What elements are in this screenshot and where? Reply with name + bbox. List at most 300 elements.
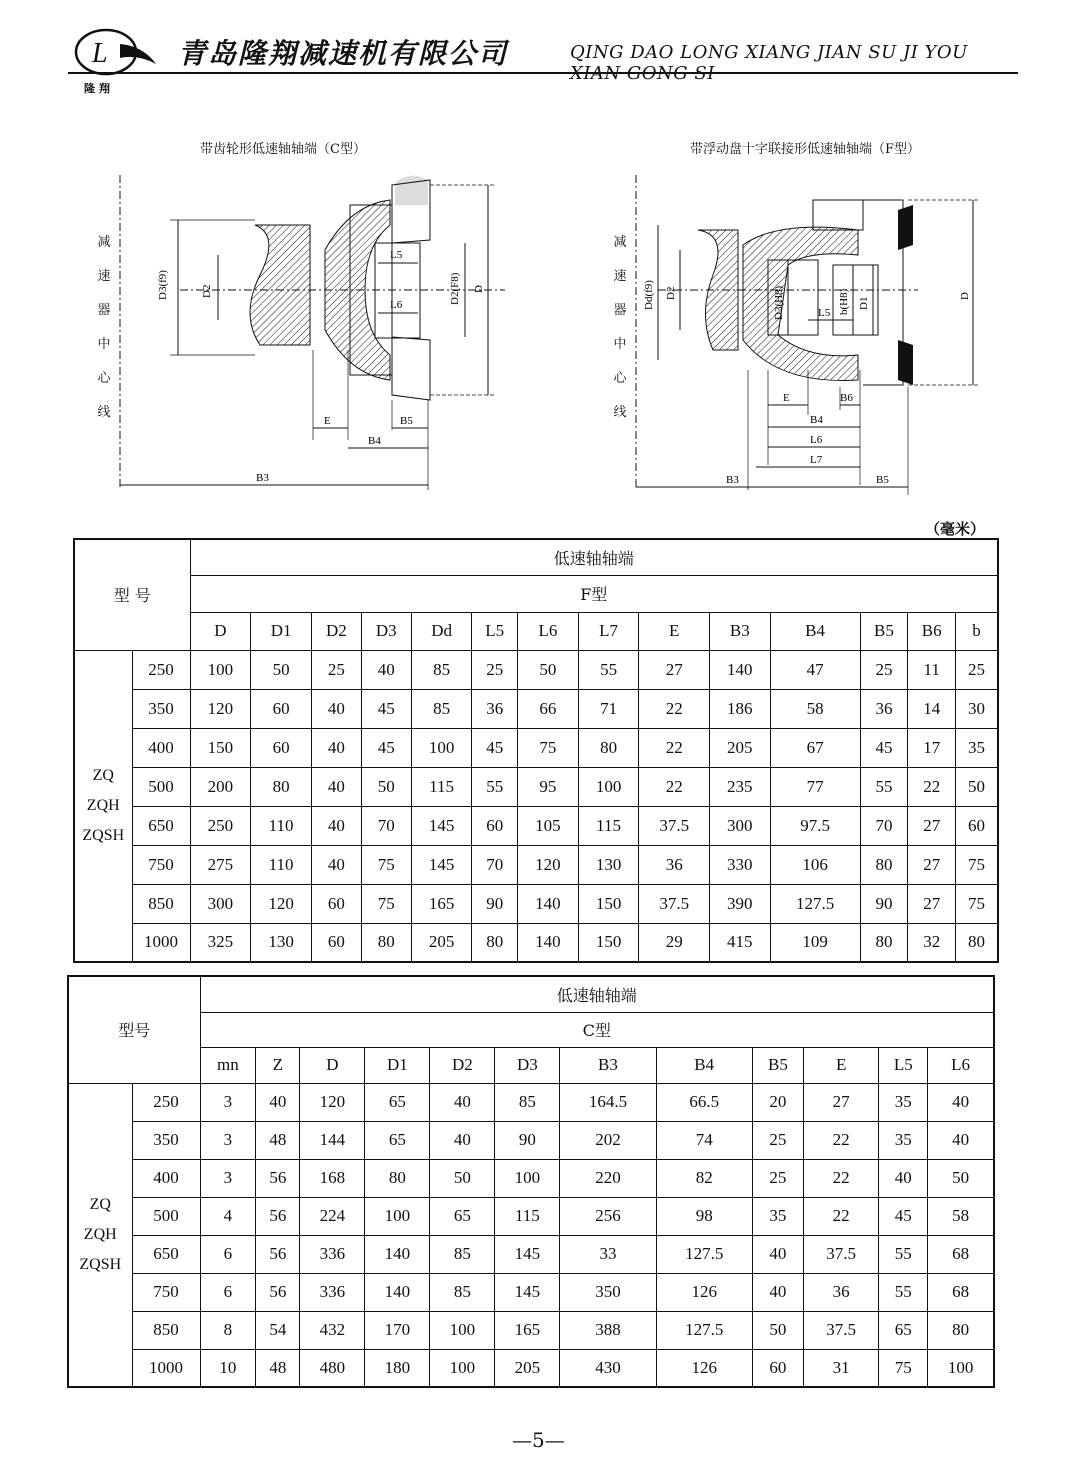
value-cell: 22 [639, 767, 709, 806]
value-cell: 50 [251, 650, 312, 689]
label-f-e: E [783, 392, 790, 404]
value-cell: 40 [752, 1235, 803, 1273]
value-cell: 6 [200, 1235, 256, 1273]
value-cell: 65 [365, 1121, 430, 1159]
value-cell: 75 [361, 845, 411, 884]
value-cell: 37.5 [803, 1235, 878, 1273]
company-name-cn: 青岛隆翔减速机有限公司 [178, 37, 509, 70]
size-cell: 650 [132, 1235, 200, 1273]
group-header: 低速轴轴端 [200, 976, 994, 1012]
column-header: D1 [251, 612, 312, 650]
value-cell: 65 [879, 1311, 928, 1349]
value-cell: 48 [256, 1121, 300, 1159]
value-cell: 45 [361, 728, 411, 767]
value-cell: 20 [752, 1083, 803, 1121]
value-cell: 127.5 [656, 1311, 752, 1349]
value-cell: 126 [656, 1273, 752, 1311]
value-cell: 40 [752, 1273, 803, 1311]
value-cell: 66.5 [656, 1083, 752, 1121]
value-cell: 180 [365, 1349, 430, 1387]
value-cell: 205 [495, 1349, 560, 1387]
value-cell: 58 [770, 689, 860, 728]
page-number: —5— [512, 1428, 565, 1452]
value-cell: 300 [709, 806, 770, 845]
size-cell: 1000 [132, 923, 190, 962]
diagram-f-title: 带浮动盘十字联接形低速轴轴端（F型） [690, 142, 921, 157]
value-cell: 85 [430, 1235, 495, 1273]
value-cell: 120 [190, 689, 251, 728]
value-cell: 22 [803, 1159, 878, 1197]
size-cell: 1000 [132, 1349, 200, 1387]
column-header: b [956, 612, 998, 650]
value-cell: 35 [879, 1121, 928, 1159]
value-cell: 80 [956, 923, 998, 962]
value-cell: 100 [411, 728, 472, 767]
size-cell: 350 [132, 1121, 200, 1159]
series-cell: ZQ ZQH ZQSH [74, 650, 132, 962]
value-cell: 75 [518, 728, 579, 767]
value-cell: 77 [770, 767, 860, 806]
table-row [74, 806, 998, 845]
size-cell: 400 [132, 728, 190, 767]
value-cell: 85 [411, 689, 472, 728]
size-cell: 350 [132, 689, 190, 728]
value-cell: 164.5 [560, 1083, 656, 1121]
value-cell: 35 [956, 728, 998, 767]
value-cell: 150 [578, 923, 639, 962]
label-l6: L6 [390, 299, 403, 311]
diagram-c-title: 带齿轮形低速轴轴端（C型） [200, 142, 366, 157]
size-cell: 650 [132, 806, 190, 845]
value-cell: 100 [190, 650, 251, 689]
value-cell: 3 [200, 1083, 256, 1121]
value-cell: 6 [200, 1273, 256, 1311]
value-cell: 4 [200, 1197, 256, 1235]
value-cell: 115 [495, 1197, 560, 1235]
value-cell: 56 [256, 1273, 300, 1311]
label-bh8: b(H8) [838, 288, 850, 315]
value-cell: 415 [709, 923, 770, 962]
value-cell: 47 [770, 650, 860, 689]
value-cell: 40 [430, 1083, 495, 1121]
value-cell: 120 [251, 884, 312, 923]
value-cell: 22 [803, 1197, 878, 1235]
value-cell: 80 [251, 767, 312, 806]
label-f-l5: L5 [818, 307, 831, 319]
value-cell: 130 [251, 923, 312, 962]
value-cell: 27 [908, 845, 956, 884]
value-cell: 70 [472, 845, 518, 884]
table-row [68, 1349, 994, 1387]
value-cell: 109 [770, 923, 860, 962]
value-cell: 80 [361, 923, 411, 962]
value-cell: 36 [472, 689, 518, 728]
value-cell: 27 [639, 650, 709, 689]
value-cell: 45 [879, 1197, 928, 1235]
value-cell: 40 [311, 728, 361, 767]
value-cell: 170 [365, 1311, 430, 1349]
column-header: B3 [560, 1047, 656, 1083]
table-row [68, 1121, 994, 1159]
value-cell: 100 [430, 1311, 495, 1349]
value-cell: 36 [860, 689, 908, 728]
value-cell: 220 [560, 1159, 656, 1197]
size-cell: 250 [132, 650, 190, 689]
label-d1: D1 [858, 296, 870, 310]
value-cell: 56 [256, 1159, 300, 1197]
value-cell: 36 [803, 1273, 878, 1311]
value-cell: 95 [518, 767, 579, 806]
value-cell: 100 [430, 1349, 495, 1387]
value-cell: 202 [560, 1121, 656, 1159]
value-cell: 144 [300, 1121, 365, 1159]
logo-letter: L [92, 38, 108, 69]
type-header: C型 [200, 1012, 994, 1047]
value-cell: 85 [430, 1273, 495, 1311]
value-cell: 55 [472, 767, 518, 806]
value-cell: 65 [430, 1197, 495, 1235]
label-l7: L7 [810, 454, 823, 466]
value-cell: 186 [709, 689, 770, 728]
value-cell: 27 [908, 806, 956, 845]
value-cell: 30 [956, 689, 998, 728]
value-cell: 70 [860, 806, 908, 845]
label-f-d2: D2 [665, 286, 677, 300]
page-header [68, 20, 1018, 100]
column-header: D1 [365, 1047, 430, 1083]
size-cell: 250 [132, 1083, 200, 1121]
value-cell: 145 [495, 1273, 560, 1311]
value-cell: 110 [251, 845, 312, 884]
series-cell: ZQ ZQH ZQSH [68, 1083, 132, 1387]
value-cell: 140 [709, 650, 770, 689]
value-cell: 60 [956, 806, 998, 845]
value-cell: 37.5 [639, 806, 709, 845]
value-cell: 256 [560, 1197, 656, 1235]
column-header: D3 [361, 612, 411, 650]
value-cell: 80 [365, 1159, 430, 1197]
value-cell: 22 [639, 689, 709, 728]
value-cell: 25 [311, 650, 361, 689]
value-cell: 70 [361, 806, 411, 845]
value-cell: 145 [411, 806, 472, 845]
value-cell: 145 [411, 845, 472, 884]
value-cell: 60 [311, 884, 361, 923]
value-cell: 40 [311, 806, 361, 845]
value-cell: 120 [518, 845, 579, 884]
value-cell: 29 [639, 923, 709, 962]
value-cell: 37.5 [639, 884, 709, 923]
value-cell: 40 [311, 689, 361, 728]
value-cell: 50 [518, 650, 579, 689]
header-rule [68, 72, 1018, 74]
table-row [74, 884, 998, 923]
label-dd: Dd(f9) [643, 280, 655, 310]
value-cell: 8 [200, 1311, 256, 1349]
label-f-b3: B3 [726, 474, 739, 486]
value-cell: 80 [928, 1311, 994, 1349]
label-f-l6: L6 [810, 434, 823, 446]
value-cell: 140 [518, 884, 579, 923]
value-cell: 140 [365, 1273, 430, 1311]
value-cell: 90 [495, 1121, 560, 1159]
value-cell: 40 [311, 767, 361, 806]
value-cell: 115 [411, 767, 472, 806]
value-cell: 37.5 [803, 1311, 878, 1349]
column-header: D [300, 1047, 365, 1083]
value-cell: 80 [860, 845, 908, 884]
value-cell: 388 [560, 1311, 656, 1349]
value-cell: 60 [752, 1349, 803, 1387]
value-cell: 275 [190, 845, 251, 884]
value-cell: 150 [578, 884, 639, 923]
value-cell: 50 [956, 767, 998, 806]
value-cell: 60 [311, 923, 361, 962]
table-row [68, 1083, 994, 1121]
value-cell: 45 [860, 728, 908, 767]
label-d2: D2 [201, 284, 213, 298]
value-cell: 140 [518, 923, 579, 962]
value-cell: 430 [560, 1349, 656, 1387]
value-cell: 36 [639, 845, 709, 884]
value-cell: 45 [472, 728, 518, 767]
column-header: B4 [656, 1047, 752, 1083]
table-row [68, 1159, 994, 1197]
company-name-en: QING DAO LONG XIANG JIAN SU JI YOU XIAN GONG SI [570, 42, 968, 84]
value-cell: 25 [956, 650, 998, 689]
value-cell: 50 [752, 1311, 803, 1349]
column-header: E [803, 1047, 878, 1083]
label-f-b4: B4 [810, 414, 823, 426]
value-cell: 110 [251, 806, 312, 845]
size-cell: 400 [132, 1159, 200, 1197]
value-cell: 336 [300, 1235, 365, 1273]
label-b3: B3 [256, 472, 269, 484]
size-cell: 850 [132, 1311, 200, 1349]
column-header: L6 [518, 612, 579, 650]
value-cell: 68 [928, 1273, 994, 1311]
value-cell: 67 [770, 728, 860, 767]
size-cell: 500 [132, 767, 190, 806]
value-cell: 27 [803, 1083, 878, 1121]
value-cell: 60 [251, 689, 312, 728]
value-cell: 58 [928, 1197, 994, 1235]
value-cell: 140 [365, 1235, 430, 1273]
value-cell: 45 [361, 689, 411, 728]
value-cell: 100 [578, 767, 639, 806]
value-cell: 165 [495, 1311, 560, 1349]
value-cell: 40 [928, 1121, 994, 1159]
diagram-c [110, 165, 530, 500]
value-cell: 11 [908, 650, 956, 689]
column-header: B5 [860, 612, 908, 650]
column-header: D2 [430, 1047, 495, 1083]
value-cell: 250 [190, 806, 251, 845]
value-cell: 55 [879, 1273, 928, 1311]
column-header: E [639, 612, 709, 650]
label-b6: B6 [840, 392, 853, 404]
label-f-d: D [959, 292, 971, 300]
value-cell: 130 [578, 845, 639, 884]
value-cell: 31 [803, 1349, 878, 1387]
value-cell: 33 [560, 1235, 656, 1273]
model-header: 型号 [68, 976, 200, 1083]
label-b4: B4 [368, 435, 381, 447]
value-cell: 330 [709, 845, 770, 884]
value-cell: 48 [256, 1349, 300, 1387]
value-cell: 40 [311, 845, 361, 884]
size-cell: 750 [132, 1273, 200, 1311]
table-row [68, 1197, 994, 1235]
value-cell: 60 [472, 806, 518, 845]
value-cell: 50 [928, 1159, 994, 1197]
value-cell: 55 [578, 650, 639, 689]
value-cell: 480 [300, 1349, 365, 1387]
value-cell: 25 [860, 650, 908, 689]
diagram-c-side-label: 减 速 器 中 心 线 [97, 235, 111, 420]
value-cell: 60 [251, 728, 312, 767]
value-cell: 85 [495, 1083, 560, 1121]
value-cell: 120 [300, 1083, 365, 1121]
label-l5: L5 [390, 249, 403, 261]
column-header: D [190, 612, 251, 650]
value-cell: 25 [752, 1121, 803, 1159]
value-cell: 40 [928, 1083, 994, 1121]
value-cell: 80 [472, 923, 518, 962]
logo-subtitle: 隆翔 [84, 82, 114, 95]
value-cell: 100 [928, 1349, 994, 1387]
column-header: mn [200, 1047, 256, 1083]
column-header: D2 [311, 612, 361, 650]
value-cell: 165 [411, 884, 472, 923]
column-header: Dd [411, 612, 472, 650]
value-cell: 85 [411, 650, 472, 689]
value-cell: 336 [300, 1273, 365, 1311]
value-cell: 205 [411, 923, 472, 962]
label-b5: B5 [400, 415, 413, 427]
value-cell: 205 [709, 728, 770, 767]
table-c-type [67, 975, 995, 1388]
value-cell: 105 [518, 806, 579, 845]
value-cell: 390 [709, 884, 770, 923]
table-row [74, 728, 998, 767]
label-d: D [473, 285, 485, 293]
value-cell: 90 [860, 884, 908, 923]
value-cell: 300 [190, 884, 251, 923]
value-cell: 40 [430, 1121, 495, 1159]
value-cell: 145 [495, 1235, 560, 1273]
column-header: B6 [908, 612, 956, 650]
value-cell: 3 [200, 1159, 256, 1197]
value-cell: 22 [639, 728, 709, 767]
value-cell: 32 [908, 923, 956, 962]
value-cell: 55 [860, 767, 908, 806]
table-row [68, 1311, 994, 1349]
label-d3f9: D3(f9) [157, 270, 169, 300]
value-cell: 25 [472, 650, 518, 689]
value-cell: 100 [365, 1197, 430, 1235]
label-d3h8: D3(H8) [773, 285, 785, 320]
value-cell: 10 [200, 1349, 256, 1387]
table-row [74, 767, 998, 806]
value-cell: 14 [908, 689, 956, 728]
value-cell: 35 [752, 1197, 803, 1235]
value-cell: 22 [908, 767, 956, 806]
value-cell: 75 [956, 884, 998, 923]
value-cell: 68 [928, 1235, 994, 1273]
value-cell: 35 [879, 1083, 928, 1121]
table-f-type [73, 538, 999, 963]
value-cell: 71 [578, 689, 639, 728]
value-cell: 75 [361, 884, 411, 923]
value-cell: 224 [300, 1197, 365, 1235]
value-cell: 3 [200, 1121, 256, 1159]
value-cell: 65 [365, 1083, 430, 1121]
table-row [68, 1235, 994, 1273]
value-cell: 40 [879, 1159, 928, 1197]
table-row [74, 923, 998, 962]
value-cell: 56 [256, 1235, 300, 1273]
label-f-b5: B5 [876, 474, 889, 486]
value-cell: 325 [190, 923, 251, 962]
value-cell: 150 [190, 728, 251, 767]
value-cell: 17 [908, 728, 956, 767]
value-cell: 27 [908, 884, 956, 923]
table-row [68, 1273, 994, 1311]
table-row [74, 689, 998, 728]
value-cell: 75 [956, 845, 998, 884]
column-header: L6 [928, 1047, 994, 1083]
value-cell: 82 [656, 1159, 752, 1197]
value-cell: 54 [256, 1311, 300, 1349]
unit-label: （毫米） [925, 520, 986, 538]
value-cell: 55 [879, 1235, 928, 1273]
value-cell: 235 [709, 767, 770, 806]
label-e: E [324, 415, 331, 427]
value-cell: 432 [300, 1311, 365, 1349]
value-cell: 98 [656, 1197, 752, 1235]
group-header: 低速轴轴端 [190, 539, 998, 575]
size-cell: 500 [132, 1197, 200, 1235]
value-cell: 200 [190, 767, 251, 806]
table-row [74, 650, 998, 689]
model-header: 型 号 [74, 539, 190, 650]
diagram-f-side-label: 减 速 器 中 心 线 [613, 235, 627, 420]
column-header: L5 [879, 1047, 928, 1083]
value-cell: 22 [803, 1121, 878, 1159]
column-header: B3 [709, 612, 770, 650]
value-cell: 115 [578, 806, 639, 845]
label-d2f8: D2(F8) [449, 272, 461, 305]
value-cell: 106 [770, 845, 860, 884]
value-cell: 100 [495, 1159, 560, 1197]
value-cell: 50 [430, 1159, 495, 1197]
value-cell: 350 [560, 1273, 656, 1311]
value-cell: 56 [256, 1197, 300, 1235]
value-cell: 74 [656, 1121, 752, 1159]
value-cell: 75 [879, 1349, 928, 1387]
value-cell: 127.5 [770, 884, 860, 923]
value-cell: 25 [752, 1159, 803, 1197]
value-cell: 40 [256, 1083, 300, 1121]
column-header: D3 [495, 1047, 560, 1083]
value-cell: 127.5 [656, 1235, 752, 1273]
diagram-f [628, 165, 1008, 500]
size-cell: 850 [132, 884, 190, 923]
table-row [74, 845, 998, 884]
type-header: F型 [190, 575, 998, 612]
value-cell: 66 [518, 689, 579, 728]
